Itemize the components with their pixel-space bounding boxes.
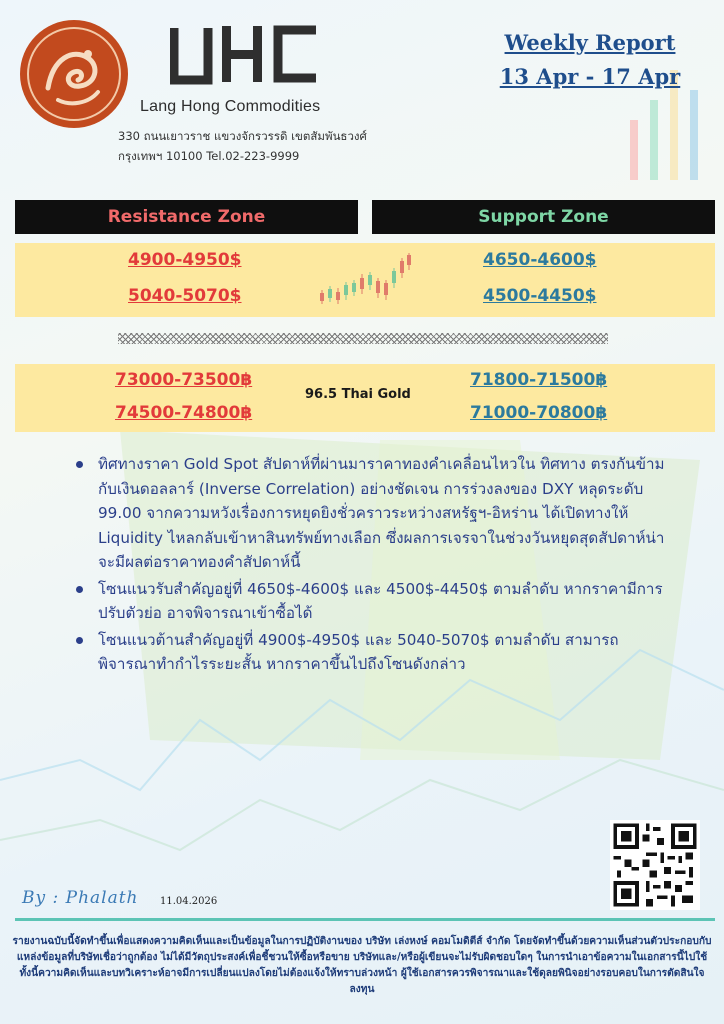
uhc-logo [170,24,320,94]
footer-divider [15,918,715,921]
report-dates: 13 Apr - 17 Apr [499,64,681,89]
bullet-dot-icon [76,637,83,644]
report-date: 11.04.2026 [160,896,218,907]
bullet-item: โซนแนวต้านสำคัญอยู่ที่ 4900$-4950$ และ 5040-5070$ ตามลำดับ สามารถพิจารณาทำกำไรระยะสั้น หากราคาขึ้นไปถึงโซนดังกล่าว [72,628,672,677]
thai-gold-label: 96.5 Thai Gold [305,387,411,402]
support-zone-header: Support Zone [372,200,715,234]
usd-support-level-2: 4500-4450$ [483,286,597,306]
thb-support-level-1: 71800-71500฿ [470,370,608,390]
address-line-2: กรุงเทพฯ 10100 Tel.02-223-9999 [118,149,300,163]
thb-support-level-2: 71000-70800฿ [470,403,608,423]
dragon-seal-logo [18,18,130,130]
usd-resistance-level-1: 4900-4950$ [128,250,242,270]
report-title: Weekly Report [504,30,676,55]
bullet-dot-icon [76,586,83,593]
usd-resistance-level-2: 5040-5070$ [128,286,242,306]
bullet-item: ทิศทางราคา Gold Spot สัปดาห์ที่ผ่านมาราคาทองคำเคลื่อนไหวใน ทิศทาง ตรงกันข้ามกับเงินดอลลาร์ (Inverse Correlation) อย่างชัดเจน การร่วงลงของ DXY หลุดระดับ 99.00 จากความหวังเรื่องการหยุดยิงชั่วคราวระหว่างสหรัฐฯ-อิหร่าน ได้เปิดทางให้ Liquidity ไหลกลับเข้าหาสินทรัพย์ทางเลือก ซึ่งผลการเจรจาในช่วงวันหยุดสุดสัปดาห์น่าจะมีผลต่อราคาทองคำสัปดาห์นี้ [72,452,672,575]
thb-resistance-level-1: 73000-73500฿ [115,370,253,390]
disclaimer-text: รายงานฉบับนี้จัดทำขึ้นเพื่อแสดงความคิดเห็นและเป็นข้อมูลในการปฏิบัติงานของ บริษัท เล่งหงษ์ คอมโมดิตีส์ จำกัด โดยจัดทำขึ้นด้วยความเห็นส่วนตัวประกอบกับแหล่งข้อมูลที่บริษัทเชื่อว่าถูกต้อง ไม่ได้มีวัตถุประสงค์เพื่อชี้ชวนให้ซื้อหรือขาย บริษัทและ/หรือผู้เขียนจะไม่รับผิดชอบใดๆ ในการนำเอาข้อความในเอกสารนี้ไปใช้ ทั้งนี้ความคิดเห็นและบทวิเคราะห์อาจมีการเปลี่ยนแปลงโดยไม่ต้องแจ้งให้ทราบล่วงหน้า ผู้ใช้เอกสารควรพิจารณาและใช้ดุลยพินิจอย่างรอบคอบในการตัดสินใจลงทุน [12,936,712,995]
bullet-item: โซนแนวรับสำคัญอยู่ที่ 4650$-4600$ และ 4500$-4450$ ตามลำดับ หากราคามีการปรับตัวย่อ อาจพิจารณาเข้าซื้อได้ [72,577,672,626]
thb-resistance-level-2: 74500-74800฿ [115,403,253,423]
analysis-bullets [72,452,672,679]
bullet-dot-icon [76,461,83,468]
candlestick-icon [318,252,413,308]
author-signature: By : Phalath [22,888,139,908]
section-divider [118,333,608,344]
address-line-1: 330 ถนนเยาวราช แขวงจักรวรรดิ เขตสัมพันธวงศ์ [118,129,367,143]
company-name: Lang Hong Commodities [140,98,321,115]
resistance-zone-header: Resistance Zone [15,200,358,234]
qr-code[interactable] [610,820,700,910]
usd-support-level-1: 4650-4600$ [483,250,597,270]
